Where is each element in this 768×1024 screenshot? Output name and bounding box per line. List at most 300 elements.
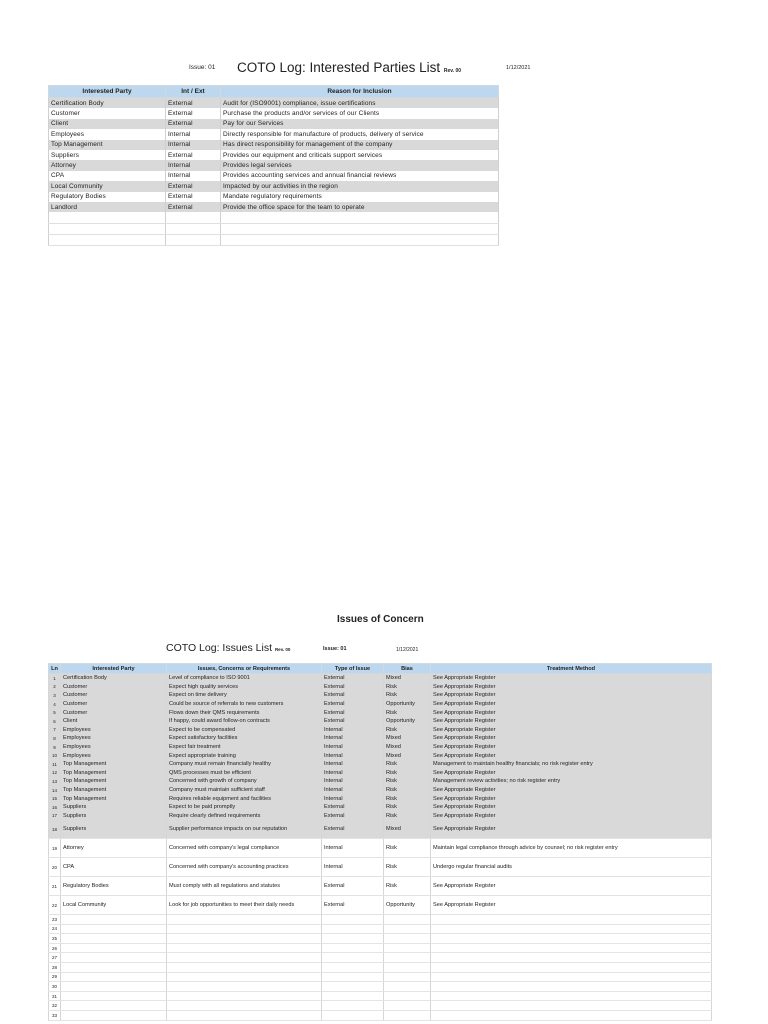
empty-row <box>49 212 499 223</box>
table-cell: Internal <box>322 743 384 752</box>
line-number: 10 <box>49 751 61 760</box>
table-cell: Risk <box>384 858 431 877</box>
table-cell: Client <box>61 717 167 726</box>
line-number: 12 <box>49 769 61 778</box>
table-cell: Opportunity <box>384 700 431 709</box>
table-cell: See Appropriate Register <box>431 820 712 839</box>
table-cell: Internal <box>322 734 384 743</box>
table-cell: Provides our equipment and criticals support services <box>221 150 499 160</box>
table-cell: If happy, could award follow-on contracts <box>167 717 322 726</box>
table-cell: Employees <box>49 129 166 139</box>
empty-cell <box>61 963 167 973</box>
empty-cell <box>61 1011 167 1021</box>
table-cell: See Appropriate Register <box>431 812 712 821</box>
table-cell: External <box>322 700 384 709</box>
blank-row <box>49 1011 712 1021</box>
table-cell: External <box>166 119 221 129</box>
table-cell: Internal <box>322 726 384 735</box>
top-title <box>237 60 461 75</box>
table-cell: External <box>166 202 221 212</box>
empty-cell <box>49 223 166 234</box>
empty-cell <box>167 915 322 925</box>
table-cell: Employees <box>61 726 167 735</box>
column-header: Interested Party <box>61 664 167 674</box>
empty-cell <box>384 982 431 992</box>
empty-cell <box>167 991 322 1001</box>
line-number: 13 <box>49 777 61 786</box>
empty-cell <box>431 943 712 953</box>
empty-row <box>49 223 499 234</box>
table-cell: Suppliers <box>61 812 167 821</box>
blank-row <box>49 972 712 982</box>
table-cell: See Appropriate Register <box>431 803 712 812</box>
table-row <box>49 760 712 769</box>
table-cell: External <box>322 803 384 812</box>
table-cell: Regulatory Bodies <box>49 192 166 202</box>
table-cell: See Appropriate Register <box>431 786 712 795</box>
table-cell: Concerned with company's legal compliance <box>167 839 322 858</box>
line-number: 27 <box>49 953 61 963</box>
empty-cell <box>384 953 431 963</box>
table-row <box>49 150 499 160</box>
table-cell: Company must remain financially healthy <box>167 760 322 769</box>
table-cell: Requires reliable equipment and facilities <box>167 794 322 803</box>
table-cell: Directly responsible for manufacture of products, delivery of service <box>221 129 499 139</box>
table-cell: Expect on time delivery <box>167 691 322 700</box>
table-cell: Internal <box>322 858 384 877</box>
issues-rev: Rev. 00 <box>274 647 291 652</box>
table-cell: Customer <box>61 691 167 700</box>
table-row <box>49 202 499 212</box>
table-cell: External <box>166 108 221 118</box>
empty-cell <box>49 235 166 246</box>
table-cell: Top Management <box>61 794 167 803</box>
table-cell: Concerned with company's accounting practices <box>167 858 322 877</box>
table-cell: Expect high quality services <box>167 683 322 692</box>
issues-date: 1/12/2021 <box>396 647 419 653</box>
issues-title <box>166 642 290 654</box>
table-cell: Risk <box>384 769 431 778</box>
table-cell: Internal <box>166 129 221 139</box>
table-cell: Suppliers <box>49 150 166 160</box>
table-cell: QMS processes must be efficient <box>167 769 322 778</box>
table-cell: Mixed <box>384 734 431 743</box>
table-cell: Opportunity <box>384 896 431 915</box>
table-cell: Top Management <box>49 140 166 150</box>
line-number: 31 <box>49 991 61 1001</box>
table-cell: Landlord <box>49 202 166 212</box>
empty-cell <box>166 212 221 223</box>
line-number: 17 <box>49 812 61 821</box>
table-cell: External <box>166 150 221 160</box>
table-row <box>49 743 712 752</box>
table-cell: Employees <box>61 751 167 760</box>
empty-cell <box>61 934 167 944</box>
table-cell: Look for job opportunities to meet their daily needs <box>167 896 322 915</box>
interested-parties-header-row <box>49 86 499 98</box>
empty-cell <box>61 972 167 982</box>
line-number: 7 <box>49 726 61 735</box>
table-cell: See Appropriate Register <box>431 674 712 683</box>
top-rev: Rev. 00 <box>443 68 462 74</box>
table-cell: Flows down their QMS requirements <box>167 708 322 717</box>
line-number: 4 <box>49 700 61 709</box>
table-cell: Risk <box>384 803 431 812</box>
blank-row <box>49 934 712 944</box>
column-header: Interested Party <box>49 86 166 98</box>
table-row <box>49 700 712 709</box>
table-cell: External <box>166 98 221 109</box>
table-cell: See Appropriate Register <box>431 877 712 896</box>
table-cell: Risk <box>384 691 431 700</box>
empty-cell <box>167 924 322 934</box>
table-cell: Mixed <box>384 674 431 683</box>
empty-cell <box>384 1001 431 1011</box>
line-number: 14 <box>49 786 61 795</box>
table-cell: CPA <box>49 171 166 181</box>
table-cell: Employees <box>61 743 167 752</box>
empty-cell <box>167 943 322 953</box>
column-header: Reason for Inclusion <box>221 86 499 98</box>
table-cell: Mandate regulatory requirements <box>221 192 499 202</box>
top-title-text: COTO Log: Interested Parties List <box>237 60 441 75</box>
blank-row <box>49 991 712 1001</box>
table-cell: Mixed <box>384 820 431 839</box>
table-cell: Has direct responsibility for management of the company <box>221 140 499 150</box>
table-cell: See Appropriate Register <box>431 726 712 735</box>
table-cell: Internal <box>322 839 384 858</box>
line-number: 19 <box>49 839 61 858</box>
table-cell: Customer <box>61 700 167 709</box>
table-cell: Level of compliance to ISO 9001 <box>167 674 322 683</box>
line-number: 24 <box>49 924 61 934</box>
table-cell: Provides accounting services and annual financial reviews <box>221 171 499 181</box>
empty-cell <box>431 963 712 973</box>
table-cell: Company must maintain sufficient staff <box>167 786 322 795</box>
empty-row <box>49 235 499 246</box>
table-cell: Provides legal services <box>221 160 499 170</box>
top-issue-label: Issue: 01 <box>189 64 216 71</box>
empty-cell <box>61 924 167 934</box>
table-cell: External <box>322 691 384 700</box>
table-cell: Supplier performance impacts on our reputation <box>167 820 322 839</box>
issues-section-title: Issues of Concern <box>337 614 424 625</box>
empty-cell <box>167 982 322 992</box>
table-cell: External <box>322 717 384 726</box>
empty-cell <box>384 934 431 944</box>
line-number: 28 <box>49 963 61 973</box>
empty-cell <box>322 924 384 934</box>
empty-cell <box>322 963 384 973</box>
table-row <box>49 839 712 858</box>
empty-cell <box>384 943 431 953</box>
table-cell: Could be source of referrals to new customers <box>167 700 322 709</box>
empty-cell <box>322 982 384 992</box>
line-number: 9 <box>49 743 61 752</box>
table-cell: Provide the office space for the team to operate <box>221 202 499 212</box>
table-cell: Local Community <box>61 896 167 915</box>
table-cell: See Appropriate Register <box>431 751 712 760</box>
empty-cell <box>322 915 384 925</box>
table-row <box>49 140 499 150</box>
table-row <box>49 129 499 139</box>
table-row <box>49 683 712 692</box>
table-cell: Impacted by our activities in the region <box>221 181 499 191</box>
table-cell: Certification Body <box>61 674 167 683</box>
table-cell: External <box>322 896 384 915</box>
table-cell: Management to maintain healthy financials; no risk register entry <box>431 760 712 769</box>
table-cell: Attorney <box>61 839 167 858</box>
column-header: Issues, Concerns or Requirements <box>167 664 322 674</box>
table-row <box>49 777 712 786</box>
empty-cell <box>431 982 712 992</box>
blank-row <box>49 982 712 992</box>
empty-cell <box>384 1011 431 1021</box>
empty-cell <box>49 212 166 223</box>
line-number: 3 <box>49 691 61 700</box>
table-cell: Top Management <box>61 760 167 769</box>
table-row <box>49 812 712 821</box>
empty-cell <box>221 235 499 246</box>
empty-cell <box>384 963 431 973</box>
blank-row <box>49 963 712 973</box>
table-cell: Internal <box>322 777 384 786</box>
blank-row <box>49 924 712 934</box>
table-cell: See Appropriate Register <box>431 896 712 915</box>
table-cell: Expect to be paid promptly <box>167 803 322 812</box>
empty-cell <box>61 1001 167 1011</box>
line-number: 6 <box>49 717 61 726</box>
empty-cell <box>167 1001 322 1011</box>
table-cell: See Appropriate Register <box>431 700 712 709</box>
table-cell: Certification Body <box>49 98 166 109</box>
empty-cell <box>322 934 384 944</box>
empty-cell <box>167 972 322 982</box>
table-cell: Undergo regular financial audits <box>431 858 712 877</box>
table-cell: Internal <box>322 786 384 795</box>
line-number: 5 <box>49 708 61 717</box>
table-cell: Top Management <box>61 769 167 778</box>
empty-cell <box>431 1001 712 1011</box>
issues-issue-label: Issue: 01 <box>323 646 347 652</box>
empty-cell <box>166 235 221 246</box>
table-cell: External <box>166 181 221 191</box>
column-header: Ln <box>49 664 61 674</box>
table-row <box>49 160 499 170</box>
table-cell: Internal <box>166 140 221 150</box>
empty-cell <box>384 991 431 1001</box>
column-header: Treatment Method <box>431 664 712 674</box>
table-cell: Local Community <box>49 181 166 191</box>
top-date: 1/12/2021 <box>506 65 531 71</box>
blank-row <box>49 915 712 925</box>
interested-parties-table <box>48 85 499 246</box>
empty-cell <box>384 924 431 934</box>
table-cell: Customer <box>49 108 166 118</box>
table-cell: Customer <box>61 708 167 717</box>
empty-cell <box>61 943 167 953</box>
empty-cell <box>61 953 167 963</box>
table-cell: Suppliers <box>61 803 167 812</box>
table-row <box>49 674 712 683</box>
table-cell: Mixed <box>384 743 431 752</box>
empty-cell <box>384 915 431 925</box>
empty-cell <box>384 972 431 982</box>
empty-cell <box>431 934 712 944</box>
table-row <box>49 717 712 726</box>
empty-cell <box>167 963 322 973</box>
empty-cell <box>167 1011 322 1021</box>
table-row <box>49 171 499 181</box>
table-cell: Pay for our Services <box>221 119 499 129</box>
empty-cell <box>61 915 167 925</box>
issues-header-row <box>49 664 712 674</box>
table-row <box>49 108 499 118</box>
line-number: 11 <box>49 760 61 769</box>
table-row <box>49 794 712 803</box>
table-row <box>49 98 499 109</box>
table-cell: CPA <box>61 858 167 877</box>
line-number: 1 <box>49 674 61 683</box>
table-cell: Regulatory Bodies <box>61 877 167 896</box>
table-cell: Internal <box>322 760 384 769</box>
table-row <box>49 769 712 778</box>
table-cell: See Appropriate Register <box>431 691 712 700</box>
table-cell: Must comply with all regulations and statutes <box>167 877 322 896</box>
table-cell: See Appropriate Register <box>431 717 712 726</box>
table-cell: Top Management <box>61 786 167 795</box>
table-cell: External <box>322 708 384 717</box>
table-cell: External <box>322 820 384 839</box>
table-cell: Purchase the products and/or services of our Clients <box>221 108 499 118</box>
column-header: Bias <box>384 664 431 674</box>
issues-title-text: COTO Log: Issues List <box>166 642 273 654</box>
issues-table <box>48 663 712 1021</box>
table-cell: See Appropriate Register <box>431 683 712 692</box>
table-cell: Concerned with growth of company <box>167 777 322 786</box>
empty-cell <box>322 1011 384 1021</box>
line-number: 22 <box>49 896 61 915</box>
blank-row <box>49 943 712 953</box>
table-cell: Risk <box>384 726 431 735</box>
empty-cell <box>322 943 384 953</box>
table-row <box>49 896 712 915</box>
table-cell: Maintain legal compliance through advice by counsel; no risk register entry <box>431 839 712 858</box>
blank-row <box>49 953 712 963</box>
line-number: 21 <box>49 877 61 896</box>
empty-cell <box>166 223 221 234</box>
empty-cell <box>431 924 712 934</box>
empty-cell <box>221 223 499 234</box>
line-number: 25 <box>49 934 61 944</box>
table-row <box>49 192 499 202</box>
table-row <box>49 691 712 700</box>
empty-cell <box>61 991 167 1001</box>
empty-cell <box>322 991 384 1001</box>
empty-cell <box>431 991 712 1001</box>
empty-cell <box>431 1011 712 1021</box>
line-number: 23 <box>49 915 61 925</box>
line-number: 16 <box>49 803 61 812</box>
table-row <box>49 181 499 191</box>
table-cell: Management review activities; no risk register entry <box>431 777 712 786</box>
table-cell: Risk <box>384 777 431 786</box>
line-number: 32 <box>49 1001 61 1011</box>
table-cell: External <box>322 812 384 821</box>
table-cell: Audit for (ISO9001) compliance, issue certifications <box>221 98 499 109</box>
table-cell: Expect to be compensated <box>167 726 322 735</box>
table-cell: Expect fair treatment <box>167 743 322 752</box>
table-cell: See Appropriate Register <box>431 743 712 752</box>
line-number: 33 <box>49 1011 61 1021</box>
table-cell: Customer <box>61 683 167 692</box>
table-row <box>49 708 712 717</box>
table-cell: Risk <box>384 683 431 692</box>
table-cell: See Appropriate Register <box>431 794 712 803</box>
table-cell: Internal <box>322 751 384 760</box>
table-cell: Expect appropriate training <box>167 751 322 760</box>
table-cell: Mixed <box>384 751 431 760</box>
line-number: 2 <box>49 683 61 692</box>
empty-cell <box>431 915 712 925</box>
table-cell: Expect satisfactory facilities <box>167 734 322 743</box>
table-cell: External <box>322 674 384 683</box>
line-number: 30 <box>49 982 61 992</box>
table-cell: Attorney <box>49 160 166 170</box>
table-cell: Risk <box>384 794 431 803</box>
table-row <box>49 877 712 896</box>
table-cell: Suppliers <box>61 820 167 839</box>
table-cell: External <box>166 192 221 202</box>
table-cell: Client <box>49 119 166 129</box>
empty-cell <box>431 972 712 982</box>
table-cell: Require clearly defined requirements <box>167 812 322 821</box>
blank-row <box>49 1001 712 1011</box>
table-row <box>49 820 712 839</box>
table-row <box>49 751 712 760</box>
column-header: Int / Ext <box>166 86 221 98</box>
table-cell: Top Management <box>61 777 167 786</box>
empty-cell <box>167 934 322 944</box>
empty-cell <box>167 953 322 963</box>
column-header: Type of Issue <box>322 664 384 674</box>
table-cell: Internal <box>166 171 221 181</box>
table-row <box>49 734 712 743</box>
table-cell: Opportunity <box>384 717 431 726</box>
empty-cell <box>431 953 712 963</box>
table-row <box>49 119 499 129</box>
table-cell: Risk <box>384 786 431 795</box>
table-cell: Employees <box>61 734 167 743</box>
empty-cell <box>322 1001 384 1011</box>
table-cell: See Appropriate Register <box>431 708 712 717</box>
empty-cell <box>322 953 384 963</box>
table-row <box>49 803 712 812</box>
line-number: 26 <box>49 943 61 953</box>
empty-cell <box>221 212 499 223</box>
table-cell: External <box>322 877 384 896</box>
table-cell: Internal <box>322 769 384 778</box>
table-cell: Risk <box>384 839 431 858</box>
table-row <box>49 786 712 795</box>
table-cell: Internal <box>166 160 221 170</box>
line-number: 18 <box>49 820 61 839</box>
table-row <box>49 726 712 735</box>
table-cell: Risk <box>384 708 431 717</box>
line-number: 8 <box>49 734 61 743</box>
table-cell: External <box>322 683 384 692</box>
empty-cell <box>61 982 167 992</box>
